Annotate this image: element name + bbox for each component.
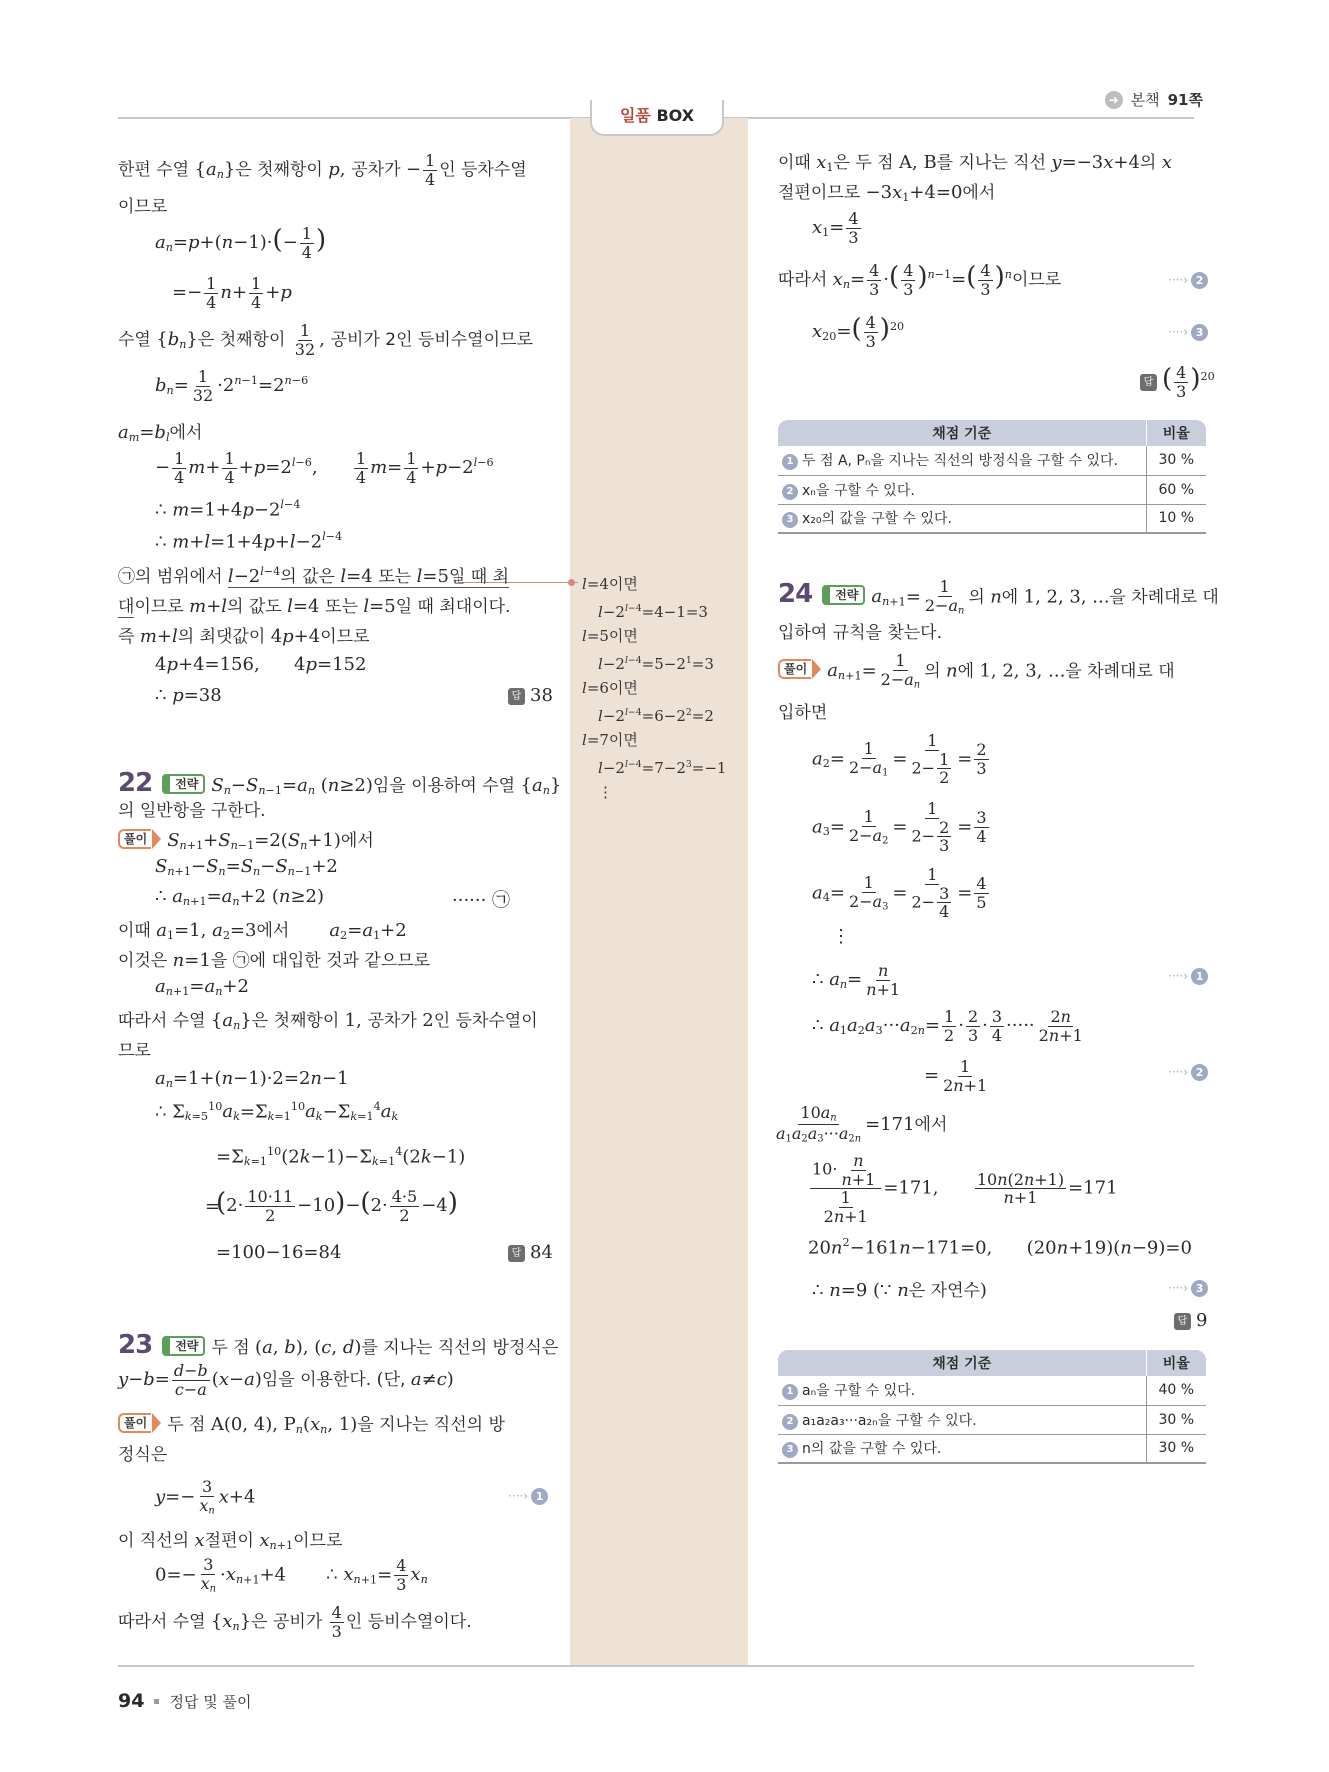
range-line: 대이므로 m+l의 값도 l=4 또는 l=5일 때 최대이다. (118, 596, 511, 617)
intro-line-2: 이므로 (118, 197, 168, 217)
equation: 10· $\frac{n}{n+1}$ $\frac{1}{2n+1}$ =171, $\frac{10n(2n+1)}{n+1}$ =171 (812, 1151, 1118, 1226)
connector-dot (568, 579, 575, 586)
answer-icon: 답 (508, 1245, 525, 1262)
text-line: 이 직선의 x절편이 $x_{n+1}$이므로 (118, 1530, 343, 1552)
answer-21: 답 38 (508, 685, 553, 706)
equation: $b_n=$ $\frac{1}{32}$ $\cdot 2^{n-1}=2^{n-6}$ (155, 367, 309, 405)
answer-icon: 답 (508, 688, 525, 705)
page-number: 94 (118, 1690, 145, 1712)
step-marker-1: ····› 1 (1168, 968, 1208, 985)
equation: $a_n=1+(n-1)\cdot 2=2n-1$ (155, 1068, 349, 1090)
equation: $a_n=p+(n-1)\cdot(-$ $\frac{1}{4}$ ) (155, 224, 327, 262)
equation: $a_4=$ $\frac{1}{2-a_3}$ = 1 2− $\frac{3}{4}$ = $\frac{4}{5}$ (812, 865, 987, 922)
text-line: 절편이므로 $-3x_1+4=0$에서 (778, 182, 996, 204)
page-footer (118, 1690, 251, 1712)
solution-badge: 풀이 (118, 829, 151, 849)
text-line: 따라서 수열 $\{x_n\}$은 공비가 $\frac{4}{3}$ 인 등비수열이다. (118, 1603, 472, 1641)
equation: − $\frac{1}{4}$ m+ $\frac{1}{4}$ $+p=2^{l-6}$, $\frac{1}{4}$ m= $\frac{1}{4}$ $+p-2^{l-6}$ (155, 449, 494, 487)
equation: =− $\frac{1}{4}$ n+ $\frac{1}{4}$ +p (172, 274, 292, 312)
equation: ∴ $\Sigma_{k=5}^{10}a_k=\Sigma_{k=1}^{10}a_k-\Sigma_{k=1}^4a_k$ (155, 1100, 399, 1124)
equation: $20n^2-161n-171=0$, (20n+19)(n−9)=0 (808, 1236, 1192, 1259)
ref-page: 91쪽 (1167, 91, 1203, 109)
text-line: 이것은 n=1을 ㉠에 대입한 것과 같으므로 (118, 950, 431, 971)
am-bl-line: $a_m=b_l$에서 (118, 422, 203, 444)
step-marker-3: ····› 3 (1168, 1280, 1208, 1297)
equation: ∴ $m=1+4p-2^{l-4}$ (155, 498, 301, 521)
answer-24: 답 9 (1174, 1310, 1207, 1331)
equation: $x_1=$ $\frac{4}{3}$ (812, 209, 859, 247)
text-line: 정식은 (118, 1445, 168, 1465)
bottom-divider (118, 1665, 1194, 1667)
page-reference (1105, 89, 1203, 110)
equation: 0=− $\frac{3}{x_n}$ $\cdot x_{n+1}+4$ ∴ $x_{n+1}=$ $\frac{4}{3}$ $x_n$ (155, 1555, 428, 1595)
answer-22: 답 84 (508, 1242, 553, 1263)
solution-badge: 풀이 (118, 1413, 151, 1433)
table-row: 1 aₙ을 구할 수 있다. 40 % (778, 1376, 1206, 1405)
step-marker-2: ····› 2 (1168, 1064, 1208, 1081)
q23-solution: 풀이 두 점 A(0, 4), $P_n(x_n$, 1)을 지나는 직선의 방 (118, 1410, 505, 1436)
section-title: 정답 및 풀이 (169, 1692, 252, 1711)
answer-23: 답 ( $\frac{4}{3}$ )$^{20}$ (1140, 364, 1215, 400)
table-row: 2 a₁a₂a₃···a₂ₙ을 구할 수 있다. 30 % (778, 1405, 1206, 1434)
text-line: 따라서 수열 $\{a_n\}$은 첫째항이 1, 공차가 2인 등차수열이 (118, 1010, 538, 1032)
arrow-right-icon: ➜ (1105, 91, 1123, 109)
range-line: 즉 m+l의 최댓값이 4p+4이므로 (118, 626, 370, 647)
q23-heading: 23 전략 두 점 (a, b), (c, d)를 지나는 직선의 방정식은 (118, 1330, 559, 1360)
equation: ∴ $m+l=1+4p+l-2^{l-4}$ (155, 530, 343, 553)
table-row: 3 x₂₀의 값을 구할 수 있다. 10 % (778, 504, 1206, 533)
strategy-badge: 전략 (162, 774, 205, 794)
step-marker-1: ····› 1 (508, 1488, 548, 1505)
equation: $a_3=$ $\frac{1}{2-a_2}$ = 1 2− $\frac{2}{3}$ = $\frac{3}{4}$ (812, 799, 987, 856)
grading-table-23 (778, 420, 1206, 534)
q22-strategy-2: 의 일반항을 구한다. (118, 801, 266, 821)
text-line: 므로 (118, 1041, 151, 1061)
equation: y=− $\frac{3}{x_n}$ x+4 (155, 1477, 256, 1517)
equation: 4p+4=156, 4p=152 (155, 654, 367, 675)
range-line: ㉠의 범위에서 $l-2^{l-4}$의 값은 l=4 또는 l=5일 때 최 (118, 564, 510, 587)
q24-strategy-2: 입하여 규칙을 찾는다. (778, 623, 943, 643)
table-header: 비율 (1146, 420, 1206, 446)
equation: 따라서 $x_n=$ $\frac{4}{3}$ ·( $\frac{4}{3}$ )$^{n-1}$=( $\frac{4}{3}$ )$^n$이므로 (778, 261, 1062, 299)
table-header: 비율 (1146, 1350, 1206, 1376)
equation: $\frac{10a_n}{a_1a_2a_3\cdot\cdot\cdot a_{2n}}$ =171에서 (776, 1103, 948, 1145)
step-marker-3: ····› 3 (1168, 324, 1208, 341)
text-line: 이때 $x_1$은 두 점 A, B를 지나는 직선 y=−3x+4의 x (778, 152, 1172, 174)
sidebar-tab-red: 일품 (619, 106, 651, 125)
solution-badge: 풀이 (778, 659, 811, 679)
equation: $a_2=$ $\frac{1}{2-a_1}$ = 1 2− $\frac{1}{2}$ = $\frac{2}{3}$ (812, 731, 987, 788)
equation: ∴ $a_{n+1}=a_n+2$ (n≥2) (155, 886, 325, 908)
equation: ∴ $a_1a_2a_3\cdot\cdot\cdot a_{2n}=$ $\frac{1}{2}$ · $\frac{2}{3}$ · $\frac{3}{4}$ ····· $\frac{2n}{2n+1}$ (812, 1007, 1083, 1045)
vertical-ellipsis: ⋮ (832, 926, 850, 947)
equation: $a_{n+1}=a_n+2$ (155, 976, 249, 998)
text-line: 입하면 (778, 703, 828, 723)
ref-label: 본책 (1130, 91, 1160, 109)
table-row: 1 두 점 A, Pₙ을 지나는 직선의 방정식을 구할 수 있다. 30 % (778, 446, 1206, 475)
equation: $S_{n+1}-S_n=S_n-S_{n-1}+2$ (155, 856, 338, 878)
equation: =100−16=84 (216, 1242, 342, 1263)
equation: = $\frac{1}{2n+1}$ (924, 1057, 988, 1095)
answer-icon: 답 (1140, 374, 1157, 391)
sidebar-box (570, 118, 748, 1665)
q24-heading: 24 전략 $a_{n+1}=$ $\frac{1}{2-a_n}$ 의 n에 1, 2, 3, ...을 차례대로 대 (778, 577, 1219, 617)
q23-strategy-2: y−b= $\frac{d-b}{c-a}$ (x−a)임을 이용한다. (단, a≠c) (118, 1361, 454, 1399)
strategy-badge: 전략 (162, 1336, 205, 1356)
bn-line: 수열 $\{b_n\}$은 첫째항이 $\frac{1}{32}$ , 공비가 2인 등비수열이므로 (118, 321, 533, 359)
q24-solution: 풀이 $a_{n+1}=$ $\frac{1}{2-a_n}$ 의 n에 1, 2, 3, ...을 차례대로 대 (778, 652, 1175, 691)
equation: ∴ n=9 (∵ n은 자연수) (812, 1280, 987, 1301)
equation: ∴ p=38 (155, 685, 222, 706)
equation: (2· $\frac{10\cdot 11}{2}$ −10)−(2· $\frac{4\cdot 5}{2}$ −4) (216, 1187, 458, 1225)
sidebar-tab-dark: BOX (656, 106, 695, 125)
table-row: 3 n의 값을 구할 수 있다. 30 % (778, 1434, 1206, 1463)
table-header: 채점 기준 (778, 420, 1146, 446)
table-header: 채점 기준 (778, 1350, 1146, 1376)
square-bullet-icon (154, 1699, 159, 1704)
intro-line: 한편 수열 $\{a_n\}$은 첫째항이 p, 공차가 − $\frac{1}{4}$ 인 등차수열 (118, 151, 527, 189)
equals-sign: = (205, 1196, 221, 1217)
answer-icon: 답 (1174, 1313, 1191, 1330)
equation: ∴ $a_n=$ $\frac{n}{n+1}$ (812, 961, 901, 999)
equation: $x_{20}=$( $\frac{4}{3}$ )$^{20}$ (812, 313, 905, 351)
equation: $=\Sigma_{k=1}^{10}(2k-1)-\Sigma_{k=1}^4(2k-1)$ (216, 1145, 466, 1169)
step-marker-2: ····› 2 (1168, 272, 1208, 289)
sidebar-note: l=4이면 $l-2^{l-4}=4-1=3$ l=5이면 $l-2^{l-4}=5-2^1=3$ l=6이면 $l-2^{l-4}=6-2^2=2$ l=7이면 $l-2^{l-4}=7-2^3=-1$ ⋮ (582, 575, 727, 802)
marker-giyeok: ······ ㉠ (452, 890, 511, 911)
grading-table-24 (778, 1350, 1206, 1464)
strategy-badge: 전략 (822, 585, 865, 605)
q22-heading: 22 전략 $S_n-S_{n-1}=a_n$ (n≥2)임을 이용하여 수열 $\{a_n\}$ (118, 768, 562, 798)
equation: 이때 $a_1=1$, $a_2=3$에서 $a_2=a_1+2$ (118, 920, 407, 942)
q22-solution: 풀이 $S_{n+1}+S_{n-1}=2(S_n+1)$에서 (118, 826, 374, 852)
sidebar-tab (590, 100, 724, 136)
table-row: 2 xₙ을 구할 수 있다. 60 % (778, 475, 1206, 504)
